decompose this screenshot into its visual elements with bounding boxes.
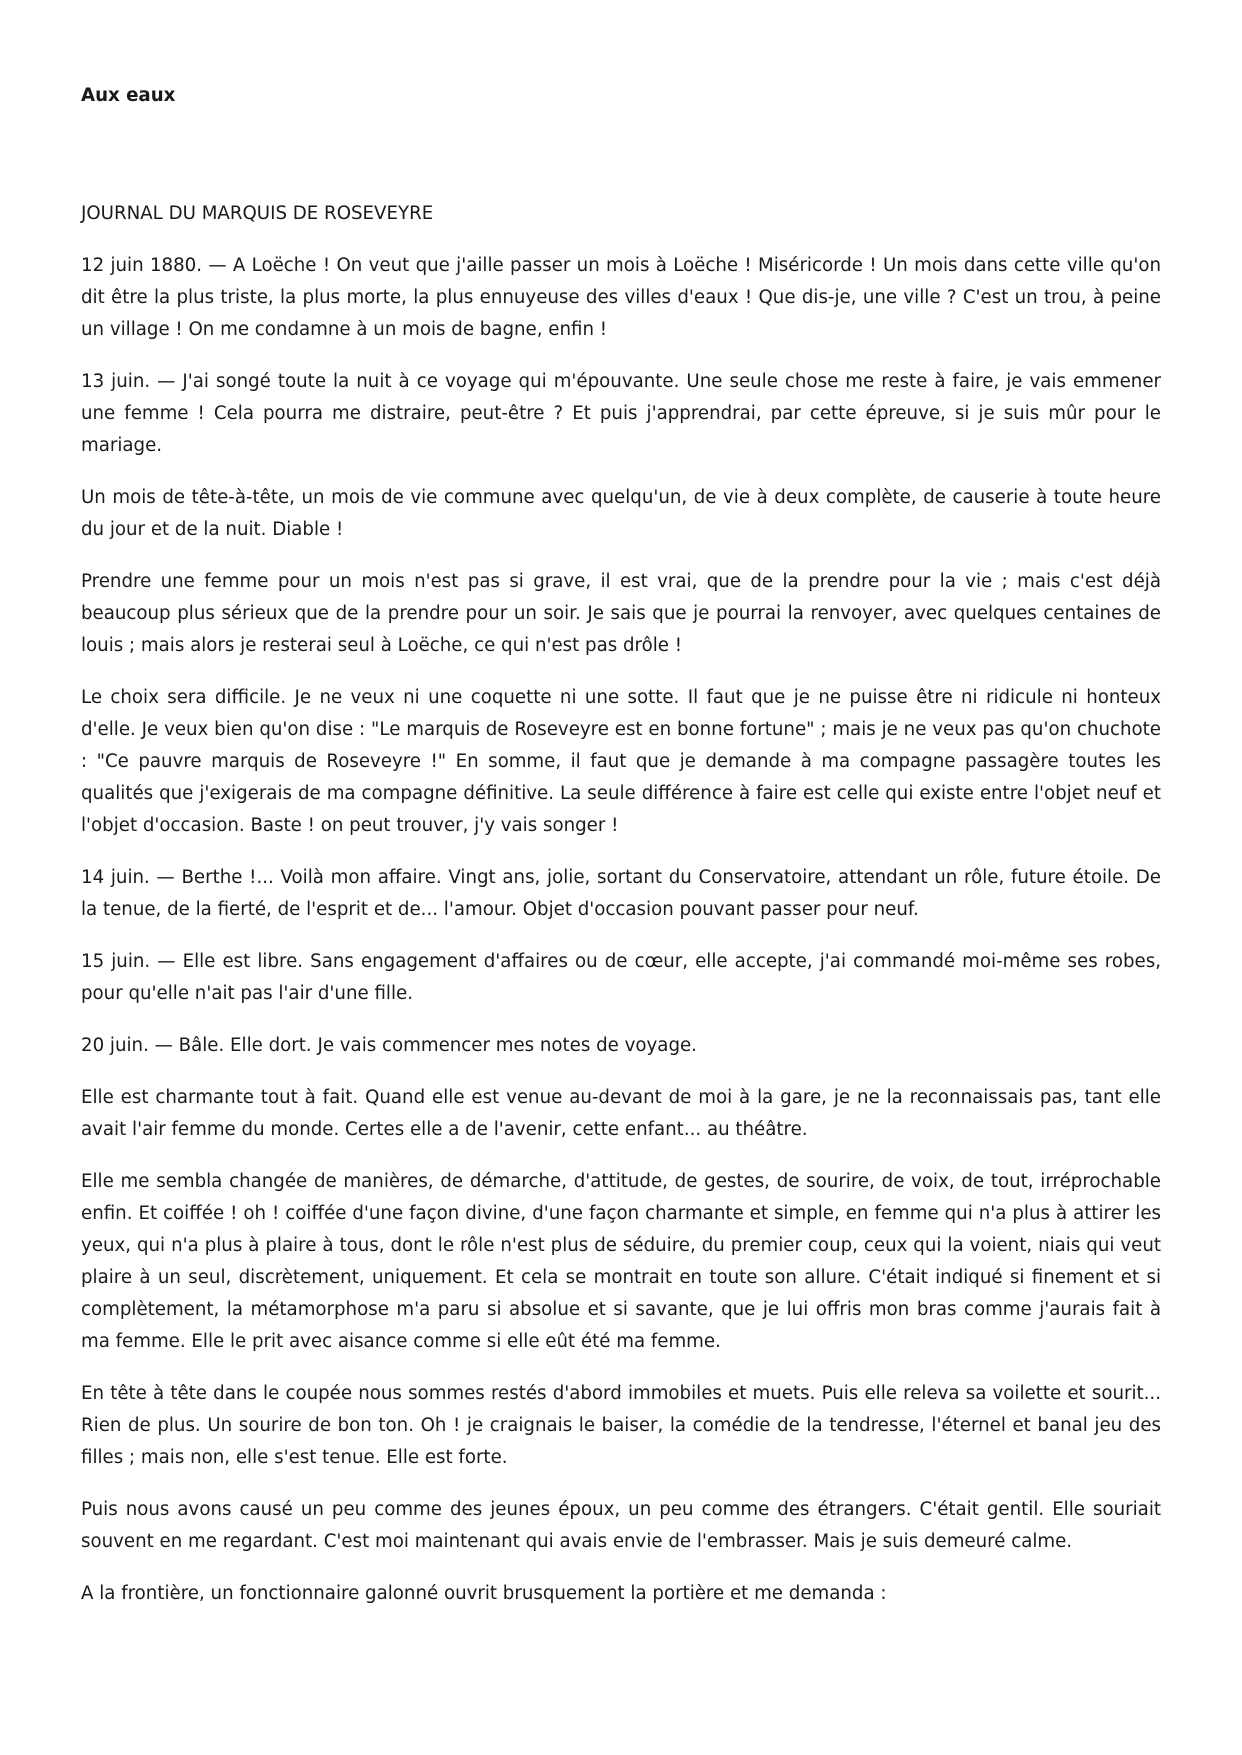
paragraph: 14 juin. — Berthe !... Voilà mon affaire. Vingt ans, jolie, sortant du Conservatoire, attendant un rôle, future étoile. De la tenue, de la fierté, de l'esprit et de... l'amour. Objet d'occasion pouvant passer pour neuf.	[81, 867, 1161, 920]
document-page	[81, 80, 1161, 1630]
paragraph: 12 juin 1880. — A Loëche ! On veut que j'aille passer un mois à Loëche ! Miséricorde ! Un mois dans cette ville qu'on dit être la plus triste, la plus morte, la plus ennuyeuse des villes d'eaux ! Que dis-je, une ville ? C'est un trou, à peine un village ! On me condamne à un mois de bagne, enfin !	[81, 255, 1161, 340]
document-subtitle: JOURNAL DU MARQUIS DE ROSEVEYRE	[81, 203, 434, 224]
paragraph: 20 juin. — Bâle. Elle dort. Je vais commencer mes notes de voyage.	[81, 1035, 697, 1056]
paragraph: Prendre une femme pour un mois n'est pas si grave, il est vrai, que de la prendre pour la vie ; mais c'est déjà beaucoup plus sérieux que de la prendre pour un soir. Je sais que je pourrai la renvoyer, avec quelques centaines de louis ; mais alors je resterai seul à Loëche, ce qui n'est pas drôle !	[81, 571, 1161, 656]
paragraph: A la frontière, un fonctionnaire galonné ouvrit brusquement la portière et me demanda :	[81, 1583, 887, 1604]
paragraph: Elle me sembla changée de manières, de démarche, d'attitude, de gestes, de sourire, de voix, de tout, irréprochable enfin. Et coiffée ! oh ! coiffée d'une façon divine, d'une façon charmante et simple, en femme qui n'a plus à attirer les yeux, qui n'a plus à plaire à tous, dont le rôle n'est plus de séduire, du premier coup, ceux qui la voient, niais qui veut plaire à un seul, discrètement, uniquement. Et cela se montrait en toute son allure. C'était indiqué si finement et si complètement, la métamorphose m'a paru si absolue et si savante, que je lui offris mon bras comme j'aurais fait à ma femme. Elle le prit avec aisance comme si elle eût été ma femme.	[81, 1171, 1161, 1352]
paragraph: 15 juin. — Elle est libre. Sans engagement d'affaires ou de cœur, elle accepte, j'ai commandé moi-même ses robes, pour qu'elle n'ait pas l'air d'une fille.	[81, 951, 1161, 1004]
paragraph: Puis nous avons causé un peu comme des jeunes époux, un peu comme des étrangers. C'était gentil. Elle souriait souvent en me regardant. C'est moi maintenant qui avais envie de l'embrasser. Mais je suis demeuré calme.	[81, 1499, 1161, 1552]
document-title: Aux eaux	[81, 85, 176, 106]
paragraph: Un mois de tête-à-tête, un mois de vie commune avec quelqu'un, de vie à deux complète, de causerie à toute heure du jour et de la nuit. Diable !	[81, 487, 1161, 540]
paragraph: Le choix sera difficile. Je ne veux ni une coquette ni une sotte. Il faut que je ne puisse être ni ridicule ni honteux d'elle. Je veux bien qu'on dise : "Le marquis de Roseveyre est en bonne fortune" ; mais je ne veux pas qu'on chuchote : "Ce pauvre marquis de Roseveyre !" En somme, il faut que je demande à ma compagne passagère toutes les qualités que j'exigerais de ma compagne définitive. La seule différence à faire est celle qui existe entre l'objet neuf et l'objet d'occasion. Baste ! on peut trouver, j'y vais songer !	[81, 687, 1161, 836]
paragraph: En tête à tête dans le coupée nous sommes restés d'abord immobiles et muets. Puis elle releva sa voilette et sourit... Rien de plus. Un sourire de bon ton. Oh ! je craignais le baiser, la comédie de la tendresse, l'éternel et banal jeu des filles ; mais non, elle s'est tenue. Elle est forte.	[81, 1383, 1161, 1468]
paragraph: 13 juin. — J'ai songé toute la nuit à ce voyage qui m'épouvante. Une seule chose me reste à faire, je vais emmener une femme ! Cela pourra me distraire, peut-être ? Et puis j'apprendrai, par cette épreuve, si je suis mûr pour le mariage.	[81, 371, 1161, 456]
paragraph: Elle est charmante tout à fait. Quand elle est venue au-devant de moi à la gare, je ne la reconnaissais pas, tant elle avait l'air femme du monde. Certes elle a de l'avenir, cette enfant... au théâtre.	[81, 1087, 1161, 1140]
